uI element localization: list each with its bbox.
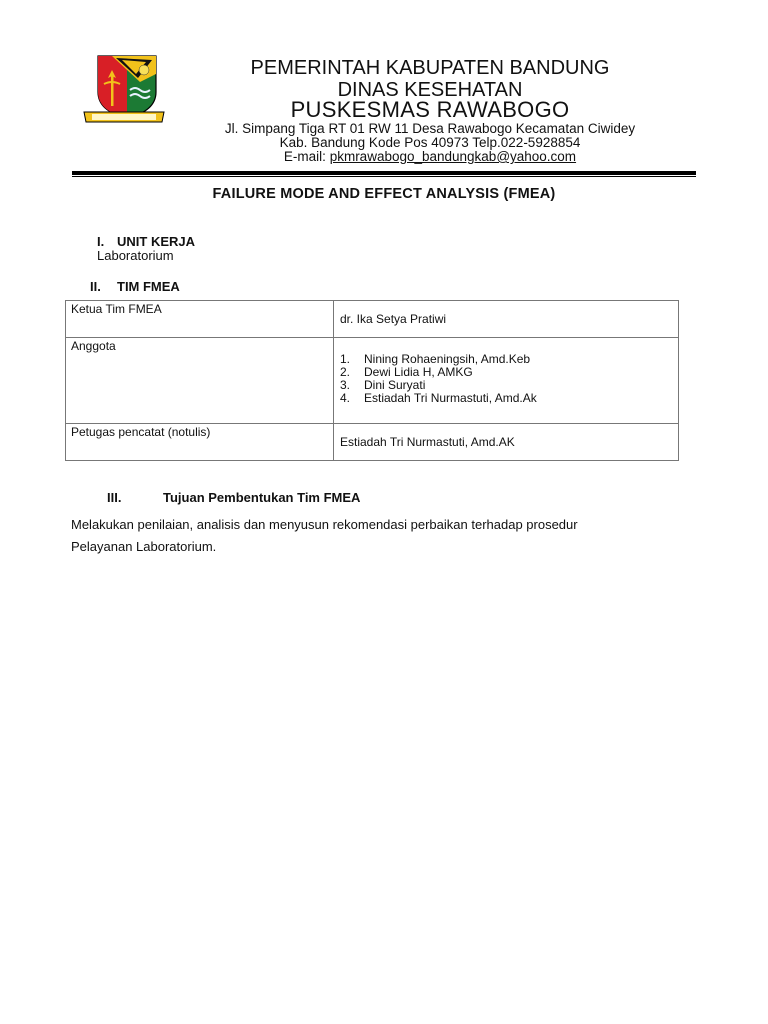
list-number: 1. (340, 352, 351, 366)
section-unit-kerja-heading (97, 234, 195, 249)
members-label: Anggota (66, 338, 334, 424)
unit-kerja-value: Laboratorium (97, 248, 174, 263)
list-number: 3. (340, 378, 351, 392)
table-row-members (66, 338, 679, 424)
paragraph-line-2: Pelayanan Laboratorium. (71, 539, 217, 554)
notulis-label: Petugas pencatat (notulis) (66, 424, 334, 461)
list-item (340, 392, 678, 405)
header-divider-thin (72, 176, 696, 177)
email-link[interactable]: pkmrawabogo_bandungkab@yahoo.com (329, 149, 577, 164)
section-number: II. (90, 279, 101, 294)
leader-label: Ketua Tim FMEA (66, 301, 334, 338)
kop-address-line-1: Jl. Simpang Tiga RT 01 RW 11 Desa Rawabogo Kecamatan Ciwidey (224, 121, 636, 136)
section-title: UNIT KERJA (117, 234, 196, 249)
list-number: 4. (340, 391, 351, 405)
member-name: Dewi Lidia H, AMKG (364, 365, 473, 379)
section-title: TIM FMEA (117, 279, 180, 294)
list-number: 2. (340, 365, 351, 379)
notulis-value: Estiadah Tri Nurmastuti, Amd.AK (340, 435, 515, 449)
member-name: Nining Rohaeningsih, Amd.Keb (364, 352, 531, 366)
section-tim-fmea-heading (90, 279, 180, 294)
kop-email-line (190, 149, 670, 165)
coat-of-arms-icon (82, 54, 166, 126)
paragraph-line-1: Melakukan penilaian, analisis dan menyusun rekomendasi perbaikan terhadap prosedur (71, 517, 578, 532)
kop-institution: PUSKESMAS RAWABOGO (290, 97, 570, 122)
members-cell (334, 338, 679, 424)
team-table (65, 300, 679, 461)
notulis-cell (334, 424, 679, 461)
section-title: Tujuan Pembentukan Tim FMEA (163, 490, 361, 505)
tujuan-paragraph (71, 514, 691, 558)
member-name: Estiadah Tri Nurmastuti, Amd.Ak (364, 391, 537, 405)
regency-logo (82, 54, 166, 126)
section-number: III. (107, 490, 122, 505)
kop-address-line-2: Kab. Bandung Kode Pos 40973 Telp.022-5928854 (279, 135, 581, 150)
header-divider-thick (72, 171, 696, 175)
table-row-notulis (66, 424, 679, 461)
leader-cell (334, 301, 679, 338)
table-row-leader (66, 301, 679, 338)
leader-value: dr. Ika Setya Pratiwi (340, 312, 447, 326)
section-number: I. (97, 234, 105, 249)
document-title: FAILURE MODE AND EFFECT ANALYSIS (FMEA) (212, 186, 556, 202)
kop-department: DINAS KESEHATAN (337, 79, 523, 101)
email-label: E-mail: (283, 149, 330, 164)
kop-government: PEMERINTAH KABUPATEN BANDUNG (250, 57, 610, 79)
members-list (340, 353, 678, 405)
member-name: Dini Suryati (364, 378, 426, 392)
